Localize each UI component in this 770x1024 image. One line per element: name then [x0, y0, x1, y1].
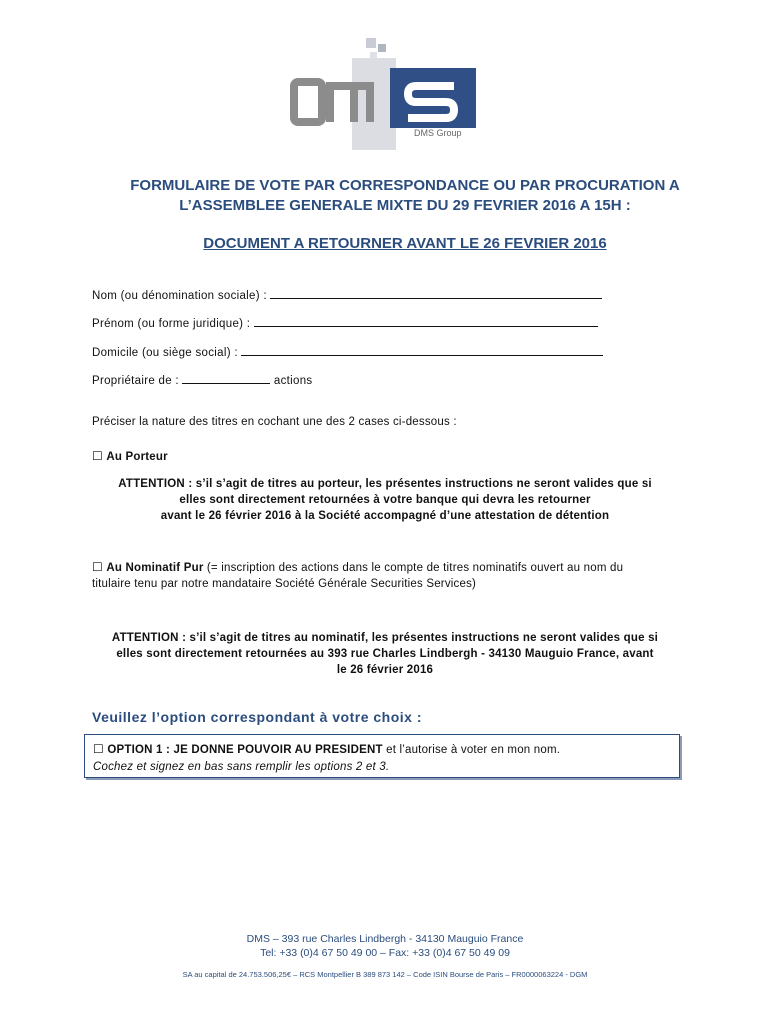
porteur-attention-line-2: elles sont directement retournées à votre banque qui devra les retourner [179, 494, 591, 506]
domicile-field [92, 345, 603, 359]
nominatif-attention [70, 630, 700, 678]
option-1-line [93, 741, 560, 758]
option-1-checkbox[interactable]: ☐ [93, 742, 104, 756]
porteur-label: Au Porteur [106, 451, 168, 463]
nominatif-desc-2: titulaire tenu par notre mandataire Société Générale Securities Services) [92, 578, 477, 590]
option-1-note: Cochez et signez en bas sans remplir les options 2 et 3. [93, 761, 390, 773]
porteur-attention-line-3: avant le 26 février 2016 à la Société accompagné d’une attestation de détention [160, 510, 610, 522]
svg-text:DMS Group: DMS Group [414, 128, 462, 138]
nom-label: Nom (ou dénomination sociale) : [92, 290, 267, 302]
porteur-option [92, 448, 168, 465]
nominatif-attention-line-1: ATTENTION : s’il s’agit de titres au nominatif, les présentes instructions ne seront valides que si [111, 632, 659, 644]
porteur-attention-line-1: ATTENTION : s’il s’agit de titres au porteur, les présentes instructions ne seront valides que si [118, 478, 652, 490]
option-1-title: OPTION 1 : JE DONNE POUVOIR AU PRESIDENT [107, 744, 383, 756]
domicile-label: Domicile (ou siège social) : [92, 347, 238, 359]
nom-input-line[interactable] [270, 288, 602, 299]
instruction-text: Préciser la nature des titres en cochant une des 2 cases ci-dessous : [92, 416, 457, 428]
proprietaire-field [92, 373, 312, 387]
prenom-field [92, 316, 598, 330]
nominatif-attention-line-2: elles sont directement retournées au 393 rue Charles Lindbergh - 34130 Mauguio France, avant [116, 648, 654, 660]
prenom-label: Prénom (ou forme juridique) : [92, 318, 251, 330]
porteur-checkbox[interactable]: ☐ [92, 449, 103, 463]
nominatif-attention-line-3: le 26 février 2016 [336, 664, 434, 676]
choice-heading: Veuillez l’option correspondant à votre choix : [92, 709, 422, 725]
proprietaire-suffix: actions [273, 375, 313, 387]
footer-legal: SA au capital de 24.753.506,25€ – RCS Montpellier B 389 873 142 – Code ISIN Bourse de Paris – FR0000063224 - DGM [182, 970, 588, 979]
domicile-input-line[interactable] [241, 345, 603, 356]
option-1-box [84, 734, 680, 778]
title-line-1: FORMULAIRE DE VOTE PAR CORRESPONDANCE OU PAR PROCURATION A [130, 177, 680, 194]
proprietaire-input-line[interactable] [182, 373, 270, 384]
dms-logo-icon [290, 38, 480, 158]
dms-logo [290, 38, 480, 158]
prenom-input-line[interactable] [254, 316, 598, 327]
proprietaire-label: Propriétaire de : [92, 375, 179, 387]
option-1-text: et l’autorise à voter en mon nom. [386, 744, 561, 756]
porteur-attention [70, 476, 700, 524]
footer-phone: Tel: +33 (0)4 67 50 49 00 – Fax: +33 (0)4 67 50 49 09 [260, 947, 510, 959]
nominatif-desc-1: (= inscription des actions dans le compte de titres nominatifs ouvert au nom du [206, 562, 624, 574]
footer-address: DMS – 393 rue Charles Lindbergh - 34130 Mauguio France [246, 933, 524, 945]
document-deadline-title: DOCUMENT A RETOURNER AVANT LE 26 FEVRIER 2016 [203, 235, 607, 252]
title-line-2: L’ASSEMBLEE GENERALE MIXTE DU 29 FEVRIER 2016 A 15H : [179, 197, 631, 214]
nominatif-option [92, 559, 692, 592]
nominatif-label: Au Nominatif Pur [106, 562, 204, 574]
nominatif-checkbox[interactable]: ☐ [92, 560, 103, 574]
nom-field [92, 288, 602, 302]
